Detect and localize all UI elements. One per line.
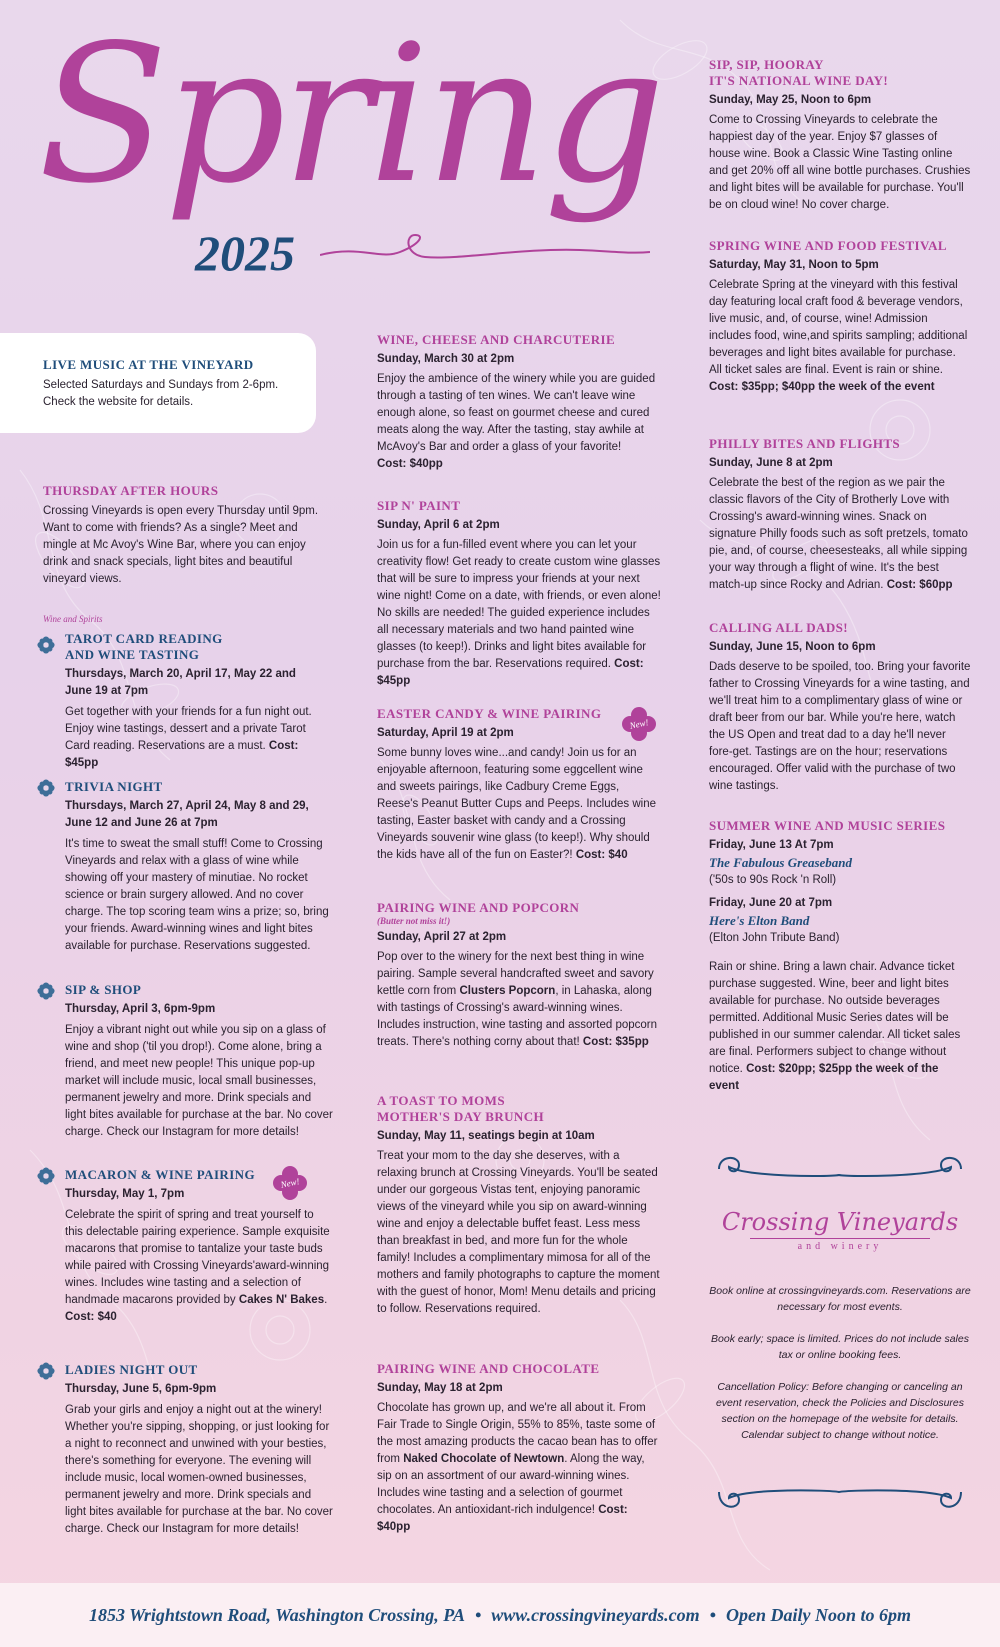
event-body: Come to Crossing Vineyards to celebrate the happiest day of the year. Enjoy $7 glasses of house wine. Book a Classic Wine Tasting online and get 20% off all wine bottle purchases. Crushies and light bites will be available for purchase. You'll be on cloud wine! No cover charge. (709, 114, 971, 211)
event-body: Get together with your friends for a fun night out. Enjoy wine tastings, dessert and a private Tarot Card reading. Reservations are a must. Cost: $45pp (65, 706, 312, 769)
event-body: Enjoy a vibrant night out while you sip on a glass of wine and shop ('til you drop!). Come alone, bring a friend, and meet new people! This unique pop-up market will include music, local small businesses, permanent jewelry and more. Drink specials and light bites available for purchase at the bar. No cover charge. Check our Instagram for more details! (65, 1024, 333, 1138)
event-date: Sunday, March 30 at 2pm (377, 353, 515, 365)
live-music-title: LIVE MUSIC AT THE VINEYARD (43, 357, 254, 372)
wine-cheese-charcuterie (377, 332, 662, 473)
event-date: Saturday, May 31, Noon to 5pm (709, 259, 879, 271)
event-cost: Cost: $60pp (886, 579, 953, 591)
flower-bullet-icon (37, 982, 55, 1000)
macaron-wine-pairing (65, 1167, 333, 1326)
event-date: Sunday, May 11, seatings begin at 10am (377, 1130, 595, 1142)
tarot-card-reading (65, 631, 333, 772)
mothers-day-brunch (377, 1093, 662, 1318)
event-title: THURSDAY AFTER HOURS (43, 483, 219, 498)
performer-1-desc: ('50s to 90s Rock 'n Roll) (709, 874, 837, 886)
event-date: Sunday, April 6 at 2pm (377, 519, 500, 531)
event-vendor: Cakes N' Bakes (238, 1294, 325, 1306)
event-body: Celebrate the spirit of spring and treat yourself to this delectable pairing experience. Sample exquisite macarons that promise to tantalize your taste buds while paired with Crossing Vineyards'award-winning wines. Includes wine tasting and a selection of handmade macarons provided by Cakes N' Bakes. Cost: $40 (65, 1209, 330, 1323)
event-subtitle: (Butter not miss it!) (377, 916, 451, 926)
event-title-line-1: SIP, SIP, HOORAY (709, 57, 824, 72)
event-cost: Cost: $20pp; $25pp the week of the event (709, 1063, 939, 1092)
flower-bullet-icon (37, 1362, 55, 1380)
event-cost: Cost: $45pp (65, 740, 299, 769)
event-body: Treat your mom to the day she deserves, with a relaxing brunch at Crossing Vineyards. You'll be seated under our gorgeous Vistas tent, enjoying panoramic views of the vineyard while you sip on award-winning wine and enjoy a delectable buffet feast. Less mess than breakfast in bed, and more fun for the whole family! Includes a complimentary mimosa for all of the mothers and family photographs to capture the moment with the guest of honor, Mom! Menu details and pricing to follow. Reservations required. (377, 1150, 660, 1315)
event-title: LADIES NIGHT OUT (65, 1362, 198, 1377)
booking-notes (709, 1283, 971, 1459)
footer-address: 1853 Wrightstown Road, Washington Crossing, PA (89, 1604, 465, 1625)
event-title: SIP N' PAINT (377, 498, 461, 513)
event-date: Thursday, May 1, 7pm (65, 1188, 185, 1200)
bottom-flourish-icon (709, 1480, 971, 1520)
event-date: Thursday, April 3, 6pm-9pm (65, 1003, 216, 1015)
pairing-wine-popcorn (377, 900, 662, 1051)
event-title: SUMMER WINE AND MUSIC SERIES (709, 818, 946, 833)
event-title: SPRING WINE AND FOOD FESTIVAL (709, 238, 947, 253)
live-music-line-1: Selected Saturdays and Sundays from 2-6pm. (43, 379, 279, 391)
event-vendor: Naked Chocolate of Newtown (403, 1453, 565, 1465)
event-body: Grab your girls and enjoy a night out at the winery! Whether you're sipping, shopping, or just looking for a night to reconnect and unwined with your besties, there's something for everyone. The evening will include music, local women-owned businesses, permanent jewelry and more. Drink specials and light bites available for purchase at the bar. No cover charge. Check our Instagram for more details! (65, 1404, 333, 1535)
trivia-night (65, 779, 333, 955)
event-cost: Cost: $45pp (377, 658, 644, 687)
event-title: EASTER CANDY & WINE PAIRING (377, 706, 602, 721)
event-title: WINE, CHEESE AND CHARCUTERIE (377, 332, 616, 347)
thursday-after-hours (43, 483, 333, 588)
performer-2: Here's Elton Band (709, 913, 810, 928)
event-body: Pop over to the winery for the next best thing in wine pairing. Sample several handcrafted sweet and savory kettle corn from Clusters Popcorn, in Lahaska, along with tastings of Crossing's award-winning wines. Includes instruction, wine tasting and assorted popcorn treats. There's nothing corny about that! Cost: $35pp (377, 951, 657, 1048)
live-music-line-2: Check the website for details. (43, 396, 194, 408)
event-body: Rain or shine. Bring a lawn chair. Advance ticket purchase suggested. Wine, beer and light bites available for purchase. No outside beverages permitted. Additional Music Series dates will be published in our summer calendar. All ticket sales are final. Performers subject to change without notice. Cost: $20pp; $25pp the week of the event (709, 961, 961, 1092)
event-body: Dads deserve to be spoiled, too. Bring your favorite father to Crossing Vineyards for a wine tasting, and we'll treat him to a complimentary glass of wine or draft beer from our bar. While you're here, watch the US Open and treat dad to a day he'll never fore-get. Tastings are on the hour; reservations encouraged. Offer valid with the purchase of two wine tastings. (709, 661, 971, 792)
event-title: SIP & SHOP (65, 982, 142, 997)
event-date: Sunday, May 18 at 2pm (377, 1382, 503, 1394)
event-vendor: Clusters Popcorn (459, 985, 556, 997)
note-cancellation: Cancellation Policy: Before changing or canceling an event reservation, check the Policies and Disclosures section on the homepage of the website for details. Calendar subject to change without notice. (715, 1381, 965, 1441)
event-date-line-1: Thursdays, March 20, April 17, May 22 and (65, 668, 296, 680)
event-cost: Cost: $40 (575, 849, 628, 861)
event-body: Enjoy the ambience of the winery while you are guided through a tasting of ten wines. We can't leave wine enough alone, so feast on gourmet cheese and cured meats along the way. After the tasting, stay awhile at McAvoy's Bar and order a glass of your favorite! (377, 373, 656, 453)
event-date: Saturday, April 19 at 2pm (377, 727, 514, 739)
event-body: Some bunny loves wine...and candy! Join us for an enjoyable afternoon, featuring some eggcellent wine and sweets pairings, like Cadbury Creme Eggs, Reese's Peanut Butter Cups and Peeps. Includes wine tasting, Easter basket with candy and a Crossing Vineyards souvenir wine glass (to keep!). Why should the kids have all of the fun on Easter?! Cost: $40 (377, 747, 657, 861)
new-badge-text: New! (628, 717, 650, 731)
logo-rule (750, 1238, 930, 1239)
logo-name: Crossing Vineyards (721, 1208, 959, 1236)
top-flourish-icon (709, 1147, 971, 1181)
footer-website-link[interactable]: www.crossingvineyards.com (491, 1604, 700, 1625)
event-cost: Cost: $35pp (582, 1036, 649, 1048)
flower-bullet-icon (37, 779, 55, 797)
event-body: Join us for a fun-filled event where you can let your creativity flow! Get ready to create custom wine glasses that will be sure to impress your friends at your next wine night! Come on a date, with friends, or even alone! No skills are needed! The guided experience includes all necessary materials and two hand painted wine glasses (to keep!). Drinks and light bites available for purchase from the bar. Reservations required. Cost: $45pp (377, 539, 661, 687)
crossing-vineyards-logo (709, 1208, 971, 1252)
event-body: Chocolate has grown up, and we're all about it. From Fair Trade to Single Origin, 55% to 85%, taste some of the most amazing products the cacao bean has to offer from Naked Chocolate of Newtown. Along the way, sip on an assortment of our award-winning wines. Includes wine tasting and a selection of gourmet chocolates. An antioxidant-rich indulgence! Cost: $40pp (377, 1402, 658, 1533)
event-date-line-2: June 19 at 7pm (65, 685, 149, 697)
event-title-line-1: TAROT CARD READING (65, 631, 223, 646)
footer-separator: • (709, 1604, 716, 1625)
flower-bullet-icon (37, 636, 55, 654)
wine-spirits-label (43, 614, 333, 624)
note-space: Book early; space is limited. Prices do not include sales tax or online booking fees. (711, 1333, 969, 1361)
event-date: Sunday, April 27 at 2pm (377, 931, 507, 943)
easter-candy-wine-pairing (377, 706, 662, 864)
note-booking: Book online at crossingvineyards.com. Reservations are necessary for most events. (709, 1285, 971, 1313)
event-date-1: Friday, June 13 At 7pm (709, 839, 834, 851)
summer-wine-music-series (709, 818, 971, 1095)
page-title: Spring (38, 4, 662, 225)
performer-1: The Fabulous Greaseband (709, 855, 853, 870)
event-title: MACARON & WINE PAIRING (65, 1167, 255, 1182)
footer-hours: Open Daily Noon to 6pm (725, 1604, 911, 1625)
event-title-line-1: A TOAST TO MOMS (377, 1093, 505, 1108)
event-date: Thursday, June 5, 6pm-9pm (65, 1383, 217, 1395)
event-cost: Cost: $40pp (377, 458, 443, 470)
title-swirl-icon (320, 230, 650, 270)
event-date: Sunday, May 25, Noon to 6pm (709, 94, 872, 106)
event-title: TRIVIA NIGHT (65, 779, 163, 794)
event-body: Celebrate Spring at the vineyard with this festival day featuring local craft food & beverage vendors, live music, and, of course, wine! Admission includes food, wine,and spirits sampling; additional beverages and light bites available for purchase. All ticket sales are final. Event is rain or shine. Cost: $35pp; $40pp the week of the event (709, 279, 968, 393)
national-wine-day (709, 57, 971, 214)
event-title: CALLING ALL DADS! (709, 620, 848, 635)
event-title: PAIRING WINE AND POPCORN (377, 900, 580, 915)
event-title: PHILLY BITES AND FLIGHTS (709, 436, 901, 451)
event-title: PAIRING WINE AND CHOCOLATE (377, 1361, 600, 1376)
event-date: Sunday, June 8 at 2pm (709, 457, 833, 469)
performer-2-desc: (Elton John Tribute Band) (709, 932, 840, 944)
event-title-line-2: AND WINE TASTING (65, 647, 200, 662)
new-badge-text: New! (279, 1176, 301, 1190)
ladies-night-out (65, 1362, 333, 1538)
wine-spirits-sublabel: Wine and Spirits (43, 614, 103, 624)
calling-all-dads (709, 620, 971, 795)
sip-n-paint (377, 498, 662, 690)
event-date-2: Friday, June 20 at 7pm (709, 897, 833, 909)
footer (0, 1583, 1000, 1647)
pairing-wine-chocolate (377, 1361, 662, 1536)
footer-separator: • (474, 1604, 482, 1625)
event-cost: Cost: $40pp (377, 1504, 628, 1533)
logo-sub: and winery (797, 1241, 883, 1252)
event-cost: Cost: $40 (65, 1311, 117, 1323)
event-date-line-2: June 12 and June 26 at 7pm (65, 817, 218, 829)
live-music-box (0, 333, 316, 433)
event-title-line-2: MOTHER'S DAY BRUNCH (377, 1109, 544, 1124)
flower-bullet-icon (37, 1167, 55, 1185)
philly-bites-flights (709, 436, 971, 594)
event-body: Celebrate the best of the region as we pair the classic flavors of the City of Brotherly Love with Crossing's award-winning wines. Snack on signature Philly foods such as soft pretzels, tomato pie, and, of course, cheesesteaks, all while sipping your way through a flight of wine. It's the best match-up since Rocky and Adrian. Cost: $60pp (709, 477, 968, 591)
event-date-line-1: Thursdays, March 27, April 24, May 8 and 29, (65, 800, 309, 812)
sip-and-shop (65, 982, 333, 1141)
event-body: Crossing Vineyards is open every Thursday until 9pm. Want to come with friends? As a single? Meet and mingle at Mc Avoy's Wine Bar, where you can enjoy drink and snack specials, light bites and beautiful vineyard views. (43, 505, 319, 585)
page-year: 2025 (195, 225, 295, 281)
event-cost: Cost: $35pp; $40pp the week of the event (709, 381, 935, 393)
event-title-line-2: IT'S NATIONAL WINE DAY! (709, 73, 889, 88)
spring-wine-food-festival (709, 238, 971, 396)
event-date: Sunday, June 15, Noon to 6pm (709, 641, 876, 653)
event-body: It's time to sweat the small stuff! Come to Crossing Vineyards and relax with a glass of wine while showing off your mastery of minutiae. No rocket science or brain surgery allowed. And no cover charge. The top scoring team wins a prize; so, bring your friends. Award-winning wines and light bites available for purchase. Reservations suggested. (65, 838, 329, 952)
